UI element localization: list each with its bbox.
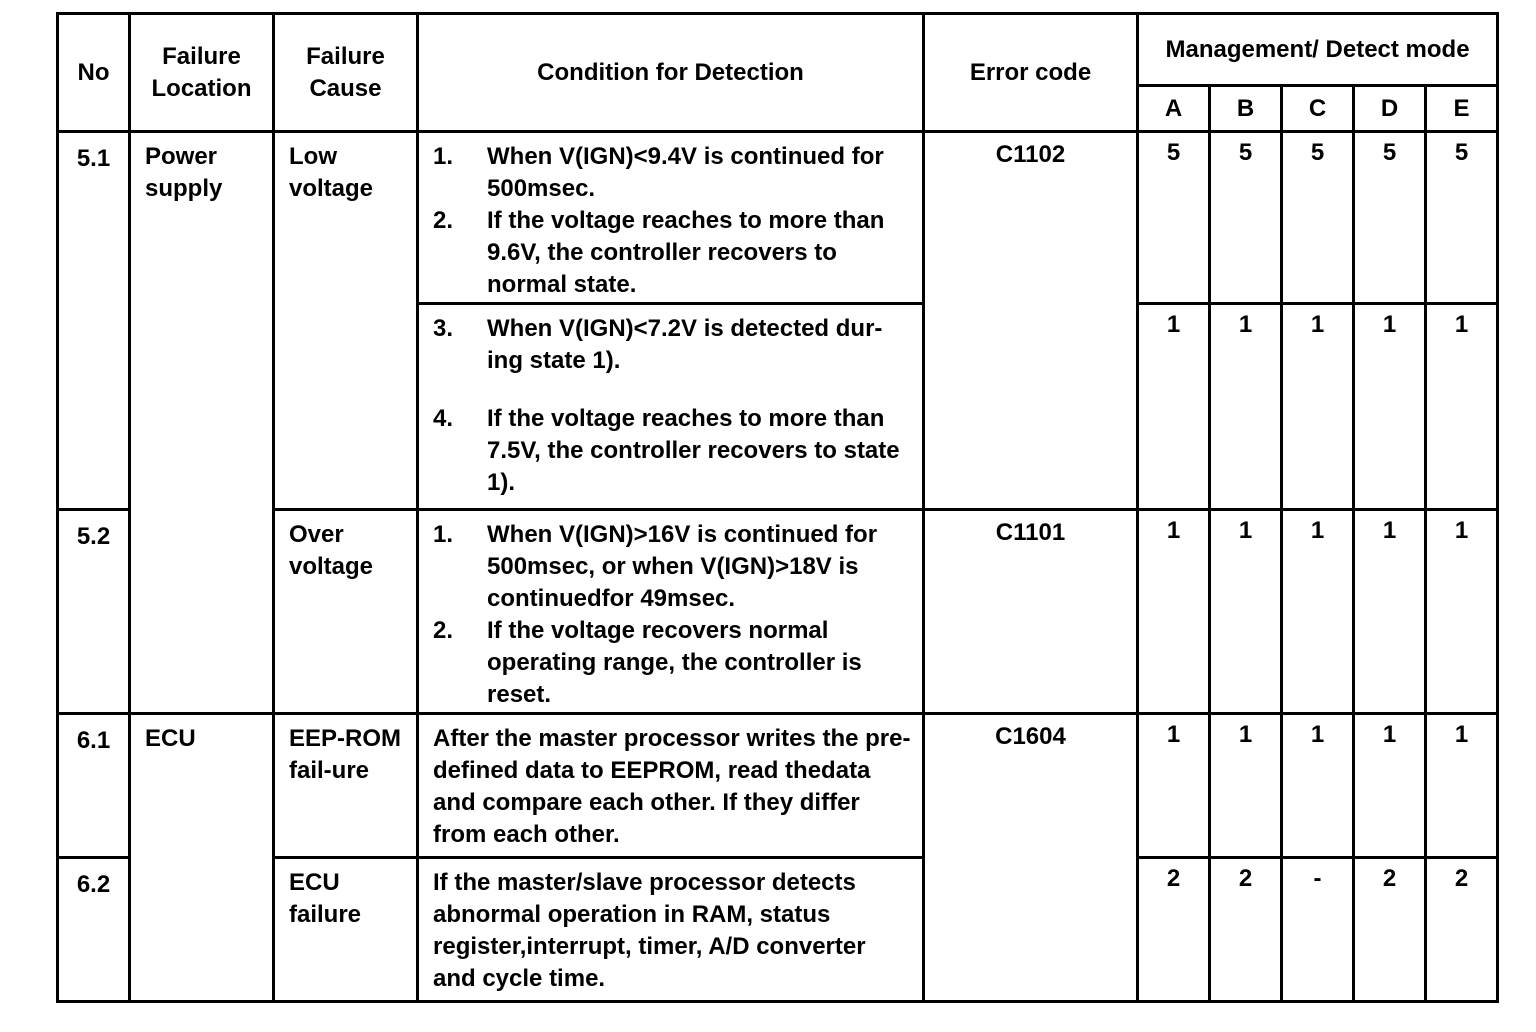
mode-header-b: B [1210,86,1282,132]
condition-item: 2. If the voltage reaches to more than 9.6V, the controller recovers to normal state. [433,207,885,298]
failure-detection-table [56,12,1499,1003]
mode-c-value: 1 [1282,304,1354,510]
condition-item: 2. If the voltage recovers normal operating range, the controller is reset. [433,617,862,708]
mode-a-value: 1 [1138,714,1210,858]
condition-item: 4. If the voltage reaches to more than 7.5V, the controller recovers to state 1). [433,405,900,496]
row-number: 6.1 [58,714,130,858]
condition-item: 3. When V(IGN)<7.2V is detected dur-ing state 1). [433,315,883,374]
header-no: No [58,14,130,132]
mode-a-value: 5 [1138,132,1210,304]
mode-d-value: 5 [1354,132,1426,304]
mode-e-value: 1 [1426,304,1498,510]
failure-cause: EEP-ROM fail-ure [274,714,418,858]
mode-header-d: D [1354,86,1426,132]
detection-condition [418,304,924,510]
row-number: 6.2 [58,858,130,1002]
row-number: 5.2 [58,510,130,714]
detection-condition: If the master/slave processor detects abnormal operation in RAM, status register,interrupt, timer, A/D converter and cycle time. [418,858,924,1002]
mode-b-value: 5 [1210,132,1282,304]
header-condition: Condition for Detection [418,14,924,132]
mode-e-value: 1 [1426,714,1498,858]
table-row [58,714,1498,858]
mode-e-value: 2 [1426,858,1498,1002]
error-code: C1604 [924,714,1138,1002]
mode-c-value: 1 [1282,714,1354,858]
header-failure-location: Failure Location [130,14,274,132]
mode-b-value: 1 [1210,714,1282,858]
mode-header-c: C [1282,86,1354,132]
condition-item: 1. When V(IGN)>16V is continued for 500msec, or when V(IGN)>18V is continuedfor 49msec. [433,521,878,612]
error-code: C1102 [924,132,1138,510]
failure-location: ECU [130,714,274,1002]
mode-b-value: 1 [1210,510,1282,714]
header-management-detect-mode: Management/ Detect mode [1138,14,1498,86]
table-row [58,510,1498,714]
mode-d-value: 1 [1354,304,1426,510]
table-row [58,858,1498,1002]
failure-location: Power supply [130,132,274,714]
header-failure-cause: Failure Cause [274,14,418,132]
failure-cause: ECU failure [274,858,418,1002]
mode-d-value: 1 [1354,510,1426,714]
table-row [58,132,1498,304]
mode-a-value: 1 [1138,510,1210,714]
detection-condition [418,510,924,714]
detection-condition: After the master processor writes the pre-defined data to EEPROM, read thedata and compare each other. If they differ from each other. [418,714,924,858]
failure-cause: Over voltage [274,510,418,714]
mode-header-a: A [1138,86,1210,132]
mode-d-value: 2 [1354,858,1426,1002]
error-code: C1101 [924,510,1138,714]
mode-b-value: 1 [1210,304,1282,510]
header-error-code: Error code [924,14,1138,132]
mode-a-value: 1 [1138,304,1210,510]
mode-c-value: - [1282,858,1354,1002]
mode-a-value: 2 [1138,858,1210,1002]
header-row [58,14,1498,86]
mode-e-value: 1 [1426,510,1498,714]
mode-b-value: 2 [1210,858,1282,1002]
mode-c-value: 1 [1282,510,1354,714]
condition-item: 1. When V(IGN)<9.4V is continued for 500msec. [433,143,884,202]
row-number: 5.1 [58,132,130,510]
mode-header-e: E [1426,86,1498,132]
failure-cause: Low voltage [274,132,418,510]
detection-condition [418,132,924,304]
mode-d-value: 1 [1354,714,1426,858]
mode-e-value: 5 [1426,132,1498,304]
mode-c-value: 5 [1282,132,1354,304]
